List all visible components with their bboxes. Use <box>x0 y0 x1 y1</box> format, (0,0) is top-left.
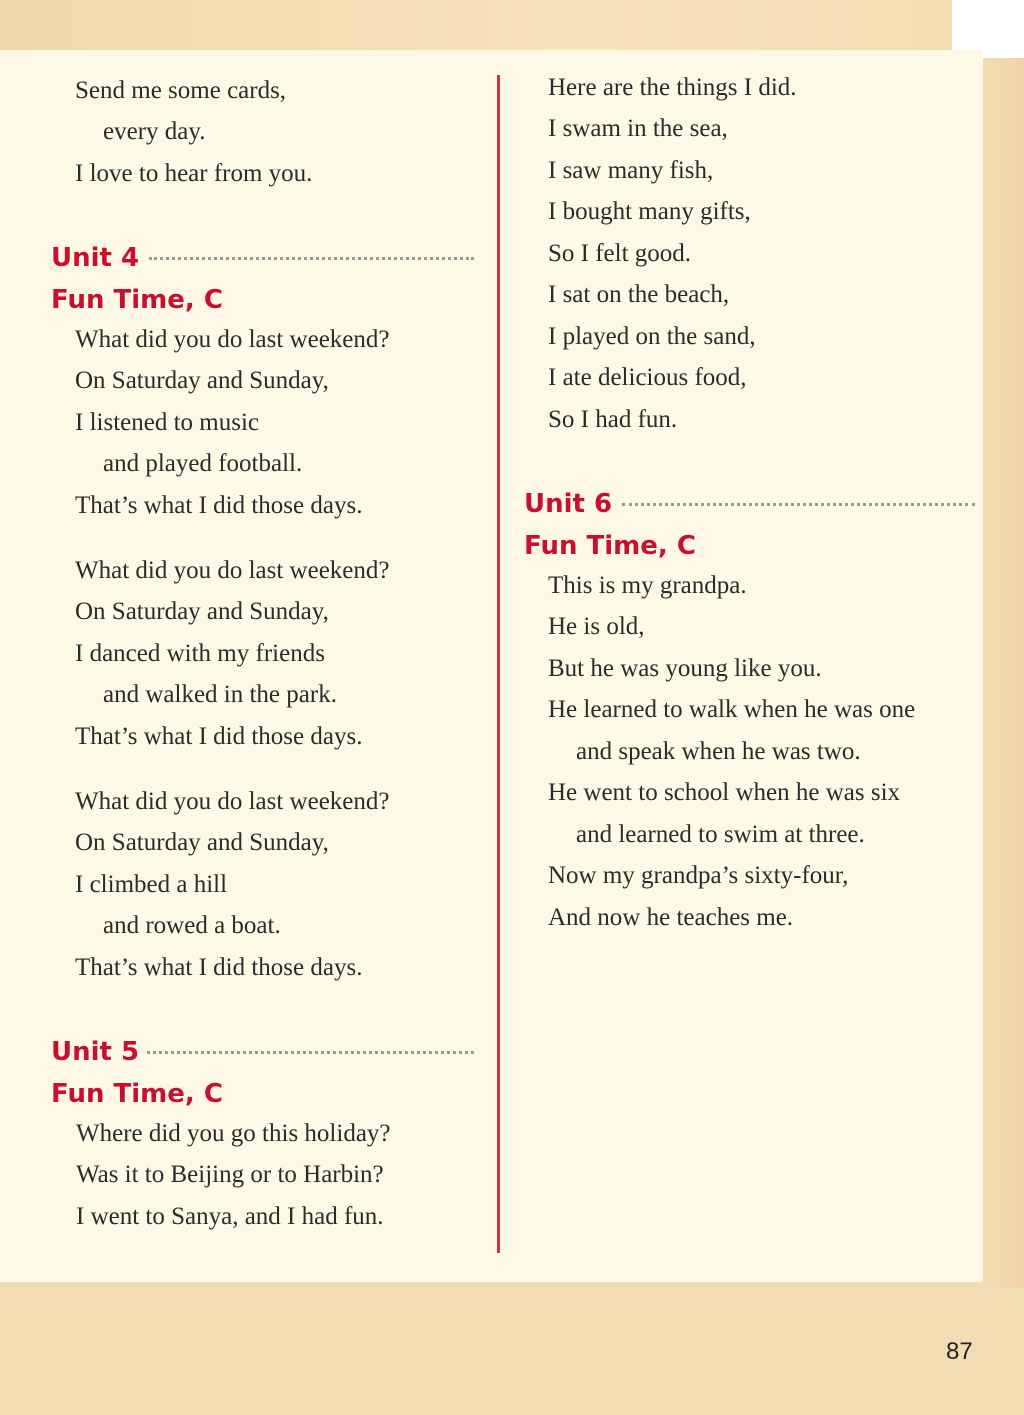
unit-heading: Unit 6 <box>524 489 613 519</box>
section-subtitle: Fun Time, C <box>524 531 696 561</box>
poem-line: That’s what I did those days. <box>75 492 363 519</box>
poem-line: and speak when he was two. <box>576 738 861 765</box>
poem-line: So I had fun. <box>548 406 678 433</box>
poem-line: and played football. <box>103 450 303 477</box>
poem-line: But he was young like you. <box>548 655 822 682</box>
poem-line: and learned to swim at three. <box>576 821 865 848</box>
heading-dotted-rule <box>149 257 474 260</box>
poem-line: I listened to music <box>75 409 259 436</box>
poem-line: And now he teaches me. <box>548 904 794 931</box>
heading-dotted-rule <box>622 503 975 506</box>
top-decorative-band <box>0 0 952 50</box>
poem-line: I ate delicious food, <box>548 364 747 391</box>
poem-line: That’s what I did those days. <box>75 954 363 981</box>
poem-line: He is old, <box>548 613 645 640</box>
poem-line: and walked in the park. <box>103 681 337 708</box>
poem-line: Here are the things I did. <box>548 74 797 101</box>
section-subtitle: Fun Time, C <box>51 285 223 315</box>
poem-line: and rowed a boat. <box>103 912 281 939</box>
poem-line: Was it to Beijing or to Harbin? <box>76 1161 384 1188</box>
poem-line: I went to Sanya, and I had fun. <box>76 1203 384 1230</box>
poem-line: Where did you go this holiday? <box>76 1120 391 1147</box>
poem-line: On Saturday and Sunday, <box>75 598 329 625</box>
column-divider <box>497 75 500 1253</box>
poem-line: every day. <box>103 118 206 145</box>
poem-line: I climbed a hill <box>75 871 228 898</box>
poem-line: This is my grandpa. <box>548 572 747 599</box>
page-number: 87 <box>946 1338 973 1365</box>
right-decorative-strip <box>983 58 1024 1288</box>
section-subtitle: Fun Time, C <box>51 1079 223 1109</box>
unit-heading: Unit 4 <box>51 243 140 273</box>
poem-line: I love to hear from you. <box>75 160 313 187</box>
poem-line: I saw many fish, <box>548 157 714 184</box>
poem-line: So I felt good. <box>548 240 692 267</box>
unit-heading: Unit 5 <box>51 1037 140 1067</box>
poem-line: I danced with my friends <box>75 640 325 667</box>
poem-line: Send me some cards, <box>75 77 287 104</box>
poem-line: On Saturday and Sunday, <box>75 367 329 394</box>
poem-line: He went to school when he was six <box>548 779 901 806</box>
poem-line: He learned to walk when he was one <box>548 696 916 723</box>
poem-line: What did you do last weekend? <box>75 326 390 353</box>
poem-line: That’s what I did those days. <box>75 723 363 750</box>
poem-line: Now my grandpa’s sixty-four, <box>548 862 849 889</box>
heading-dotted-rule <box>147 1051 474 1054</box>
poem-line: I bought many gifts, <box>548 198 751 225</box>
poem-line: What did you do last weekend? <box>75 788 390 815</box>
poem-line: I played on the sand, <box>548 323 756 350</box>
poem-line: What did you do last weekend? <box>75 557 390 584</box>
poem-line: I swam in the sea, <box>548 115 728 142</box>
poem-line: On Saturday and Sunday, <box>75 829 329 856</box>
poem-line: I sat on the beach, <box>548 281 730 308</box>
